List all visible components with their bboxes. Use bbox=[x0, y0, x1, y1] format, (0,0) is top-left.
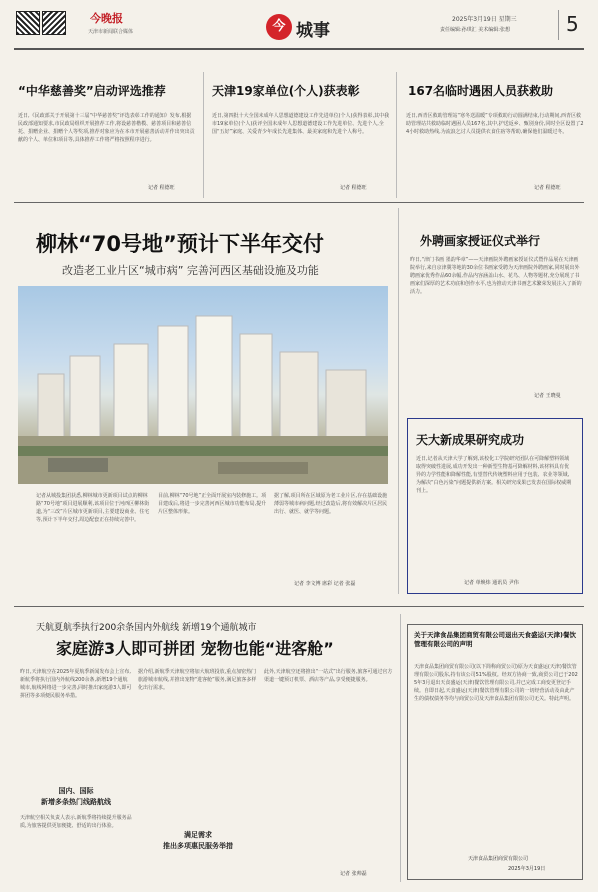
notice-date: 2025年3月19日 bbox=[508, 866, 546, 872]
story-headline: 天大新成果研究成功 bbox=[416, 433, 525, 447]
lead-body: 目前,柳林“70号地”正全面开展室内装修施工。项目建成后,将进一步完善河西区城市功能布局,提升片区整体形象。 bbox=[158, 493, 267, 515]
issue-date: 2025年3月19日 星期三 bbox=[452, 16, 517, 23]
story-headline: 167名临时遇困人员获救助 bbox=[408, 84, 554, 98]
lead-author: 记者 李文博 席彩 记者 张磊 bbox=[294, 581, 356, 587]
building-illustration bbox=[18, 286, 388, 484]
story-author: 记者 单焕炜 通讯员 尹伟 bbox=[464, 580, 519, 586]
lower-kicker: 天航夏航季执行200余条国内外航线 新增19个通航城市 bbox=[36, 623, 257, 633]
lead-headline: 柳林“70号地”预计下半年交付 bbox=[36, 232, 324, 256]
lower-body: 昨日,天津航空在2025年夏航季新闻发布会上宣布,新航季将执行国内外航线200余条,新增19个通航城市,航线网络进一步完善,同时推出家庭游3人即可拼团等多项便民服务举措。 bbox=[20, 669, 132, 699]
research-box bbox=[407, 418, 583, 594]
editor-line: 责任编辑:孙琪汇 美术编辑:张想 bbox=[440, 27, 510, 33]
story-headline: “中华慈善奖”启动评选推荐 bbox=[18, 84, 166, 98]
story-author: 记者 王晓曼 bbox=[534, 393, 561, 399]
newspaper-logo-sub: 天津市新闻联合媒体 bbox=[88, 29, 134, 35]
qr-code-icon bbox=[42, 11, 66, 35]
notice-box bbox=[407, 624, 583, 880]
header-rule bbox=[14, 48, 584, 50]
lower-headline: 家庭游3人即可拼团 宠物也能“进客舱” bbox=[56, 639, 334, 658]
sub-headline: 国内、国际 新增多条热门线路航线 bbox=[41, 787, 111, 806]
masthead-logo bbox=[14, 7, 84, 39]
story-author: 记者 程德旺 bbox=[340, 185, 367, 191]
story-author: 记者 程德旺 bbox=[534, 185, 561, 191]
lead-photo bbox=[18, 286, 388, 484]
lower-author: 记者 张帅磊 bbox=[340, 871, 367, 877]
story-body: 近日,记者从天津大学了解到,该校化工学院研究团队在可降解塑料领域取得突破性进展,成功开发出一种新型生物基可降解材料,该材料具有优异的力学性能和降解性能,有望替代传统塑料应用于包装、农业等领域,为解决“白色污染”问题提供新方案。相关研究成果已发表在国际权威期刊上。 bbox=[416, 456, 572, 494]
lead-subtitle: 改造老工业片区“城市病” 完善河西区基础设施及功能 bbox=[62, 264, 319, 277]
notice-body: 天津食品集团商贸有限公司(以下简称商贸公司)原为天食盛运(天津)餐饮管理有限公司股东,持有该公司51%股权。经双方协商一致,商贸公司已于2025年3月退出天食盛运(天津)餐饮管理有限公司,并已完成工商变更登记手续。自即日起,天食盛运(天津)餐饮管理有限公司的一切经营活动及由此产生的债权债务等均与商贸公司及天津食品集团有限公司无关。特此声明。 bbox=[414, 664, 578, 702]
story-body: 近日,西青区救助管理站“寒冬送温暖”专项救助行动圆满结束,行动期间,西青区救助管理站共救助临时遇困人员167名,其中,护送返乡、甄别身份,同时全区设置了24小时救助热线,为流浪乞讨人员提供衣食住宿等帮助,确保他们温暖过冬。 bbox=[406, 113, 584, 135]
section-rule bbox=[14, 202, 584, 203]
lower-body: 天津航空相关负责人表示,新航季将持续提升服务品质,为旅客提供更加便捷、舒适的出行体验。 bbox=[20, 815, 132, 829]
lead-body: 据了解,项目所在区域原为老工业片区,存在基础设施薄弱等城市病问题,经过改造后,将有效解决片区居民出行、就医、就学等问题。 bbox=[274, 493, 388, 515]
story-body: 昨日,“津门书画 墨韵华章”——天津画院外聘画家授证仪式暨作品展在天津画院举行,来自京津冀等地的30余位书画家受聘为天津画院外聘画家,同时展出外聘画家优秀作品60余幅,作品内容涵盖山水、花鸟、人物等题材,充分展现了书画家们深厚的艺术功底和创作水平,也为推动天津书画艺术繁荣发展注入了新的活力。 bbox=[410, 257, 582, 295]
page-number: 5 bbox=[566, 12, 579, 36]
sub-headline: 满足需求 推出多项惠民服务举措 bbox=[163, 831, 233, 850]
story-body: 近日,第四批十大全国未成年人思想道德建设工作先进单位(个人)获得表彰,其中我市19家单位(个人)获评全国未成年人思想道德建设工作先进单位、先进个人,全国“五好”家庭、关爱青少年成长先进集体、最美家庭和先进个人称号。 bbox=[212, 113, 390, 135]
lead-body: 记者从城投集团获悉,柳林城市更新项目试点的柳林路“70号地”项目进展顺利,该项目位于河西区柳林街道,为“三改”片区城市更新项目,主要建设商业、住宅等,预计下半年交付,周边配套正在持续完善中。 bbox=[36, 493, 150, 523]
qr-code-icon bbox=[16, 11, 40, 35]
story-headline: 外聘画家授证仪式举行 bbox=[420, 234, 541, 248]
newspaper-logo: 今晚报 bbox=[90, 12, 123, 25]
lower-body: 此外,天津航空还将推出“一站式”出行服务,旅客可通过官方渠道一键预订机票、酒店等产品,享受便捷服务。 bbox=[264, 669, 393, 683]
notice-signature: 天津食品集团商贸有限公司 bbox=[468, 856, 529, 862]
notice-title: 关于天津食品集团商贸有限公司退出天食盛运(天津)餐饮管理有限公司的声明 bbox=[414, 631, 576, 648]
section-badge bbox=[266, 14, 292, 40]
section-title: 城事 bbox=[296, 21, 330, 41]
section-prefix: 今 bbox=[272, 19, 286, 34]
lower-body: 据介绍,新航季天津航空将加大航班投放,重点加密热门旅游城市航线,并推出宠物“进客舱”服务,满足旅客多样化出行需求。 bbox=[138, 669, 257, 691]
section-rule bbox=[14, 606, 584, 607]
story-headline: 天津19家单位(个人)获表彰 bbox=[212, 84, 360, 98]
story-body: 近日,《民政部关于开展第十三届“中华慈善奖”评选表彰工作的通知》发布,根据民政部通知要求,市民政局组织开展推荐工作,将设慈善楷模、慈善项目和慈善信托、捐赠企业、捐赠个人等奖项,推荐对象应为在本市开展慈善活动并作出突出贡献的个人、单位和项目等,具体推荐工作将严格按照程序进行。 bbox=[18, 113, 195, 143]
story-author: 记者 程德旺 bbox=[148, 185, 175, 191]
